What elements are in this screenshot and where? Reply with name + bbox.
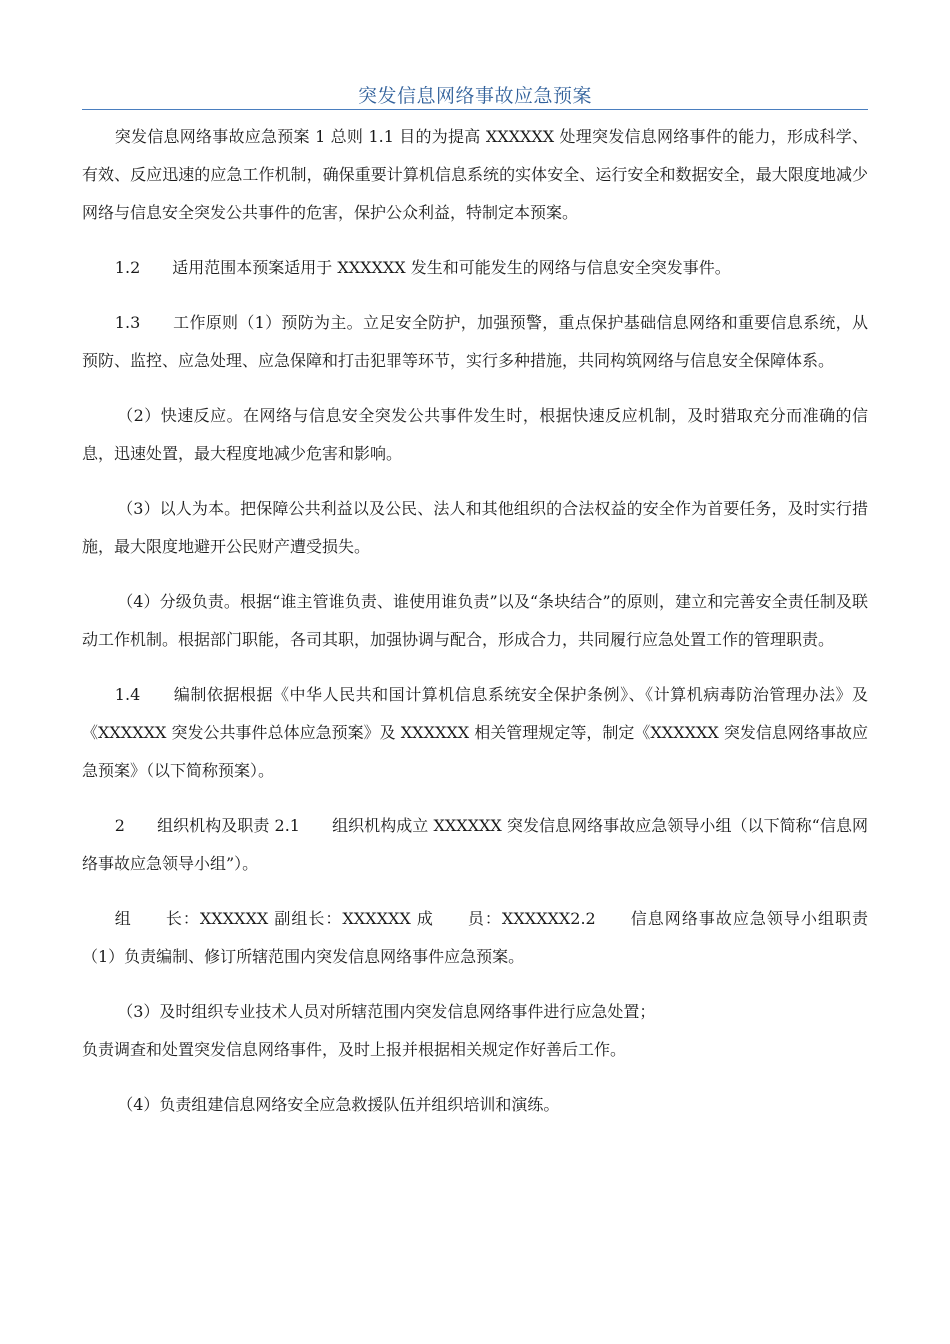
paragraph-rapid-response: （2）快速反应。在网络与信息安全突发公共事件发生时，根据快速反应机制，及时猎取充分而准确的信息，迅速处置，最大程度地减少危害和影响。 [82, 406, 868, 463]
paragraph-investigation: 负责调查和处置突发信息网络事件，及时上报并根据相关规定作好善后工作。 [82, 1040, 627, 1059]
paragraph-basis: 1.4 编制依据根据《中华人民共和国计算机信息系统安全保护条例》、《计算机病毒防治管理办法》及《XXXXXX 突发公共事件总体应急预案》及 XXXXXX 相关管理规定等，制定《XXXXXX 突发信息网络事故应急预案》（以下简称预案）。 [82, 685, 868, 780]
paragraph-emergency-handling: （3）及时组织专业技术人员对所辖范围内突发信息网络事件进行应急处置； [117, 1002, 656, 1021]
document-body [82, 118, 868, 1141]
paragraph-graded-responsibility: （4）分级负责。根据“谁主管谁负责、谁使用谁负责”以及“条块结合”的原则，建立和完善安全责任制及联动工作机制。根据部门职能，各司其职，加强协调与配合，形成合力，共同履行应急处置工作的管理职责。 [82, 592, 868, 649]
title-underline [82, 109, 868, 110]
paragraph-scope: 1.2 适用范围本预案适用于 XXXXXX 发生和可能发生的网络与信息安全突发事件。 [114, 258, 731, 277]
paragraph-rescue-team: （4）负责组建信息网络安全应急救援队伍并组织培训和演练。 [117, 1095, 560, 1114]
document-title: 突发信息网络事故应急预案 [357, 85, 592, 107]
paragraph-organization: 2 组织机构及职责 2.1 组织机构成立 XXXXXX 突发信息网络事故应急领导小组（以下简称“信息网络事故应急领导小组”）。 [82, 816, 868, 873]
paragraph-principles-prevention: 1.3 工作原则（1）预防为主。立足安全防护，加强预警，重点保护基础信息网络和重要信息系统，从预防、监控、应急处理、应急保障和打击犯罪等环节，实行多种措施，共同构筑网络与信息安全保障体系。 [82, 313, 868, 370]
paragraph-people-oriented: （3）以人为本。把保障公共利益以及公民、法人和其他组织的合法权益的安全作为首要任务，及时实行措施，最大限度地避开公民财产遭受损失。 [82, 499, 868, 556]
paragraph-general-purpose: 突发信息网络事故应急预案 1 总则 1.1 目的为提高 XXXXXX 处理突发信息网络事件的能力，形成科学、有效、反应迅速的应急工作机制，确保重要计算机信息系统的实体安全、运行安全和数据安全，最大限度地减少网络与信息安全突发公共事件的危害，保护公众利益，特制定本预案。 [82, 127, 868, 222]
paragraph-group-members: 组 长：XXXXXX 副组长：XXXXXX 成 员：XXXXXX2.2 信息网络事故应急领导小组职责（1）负责编制、修订所辖范围内突发信息网络事件应急预案。 [82, 909, 868, 966]
